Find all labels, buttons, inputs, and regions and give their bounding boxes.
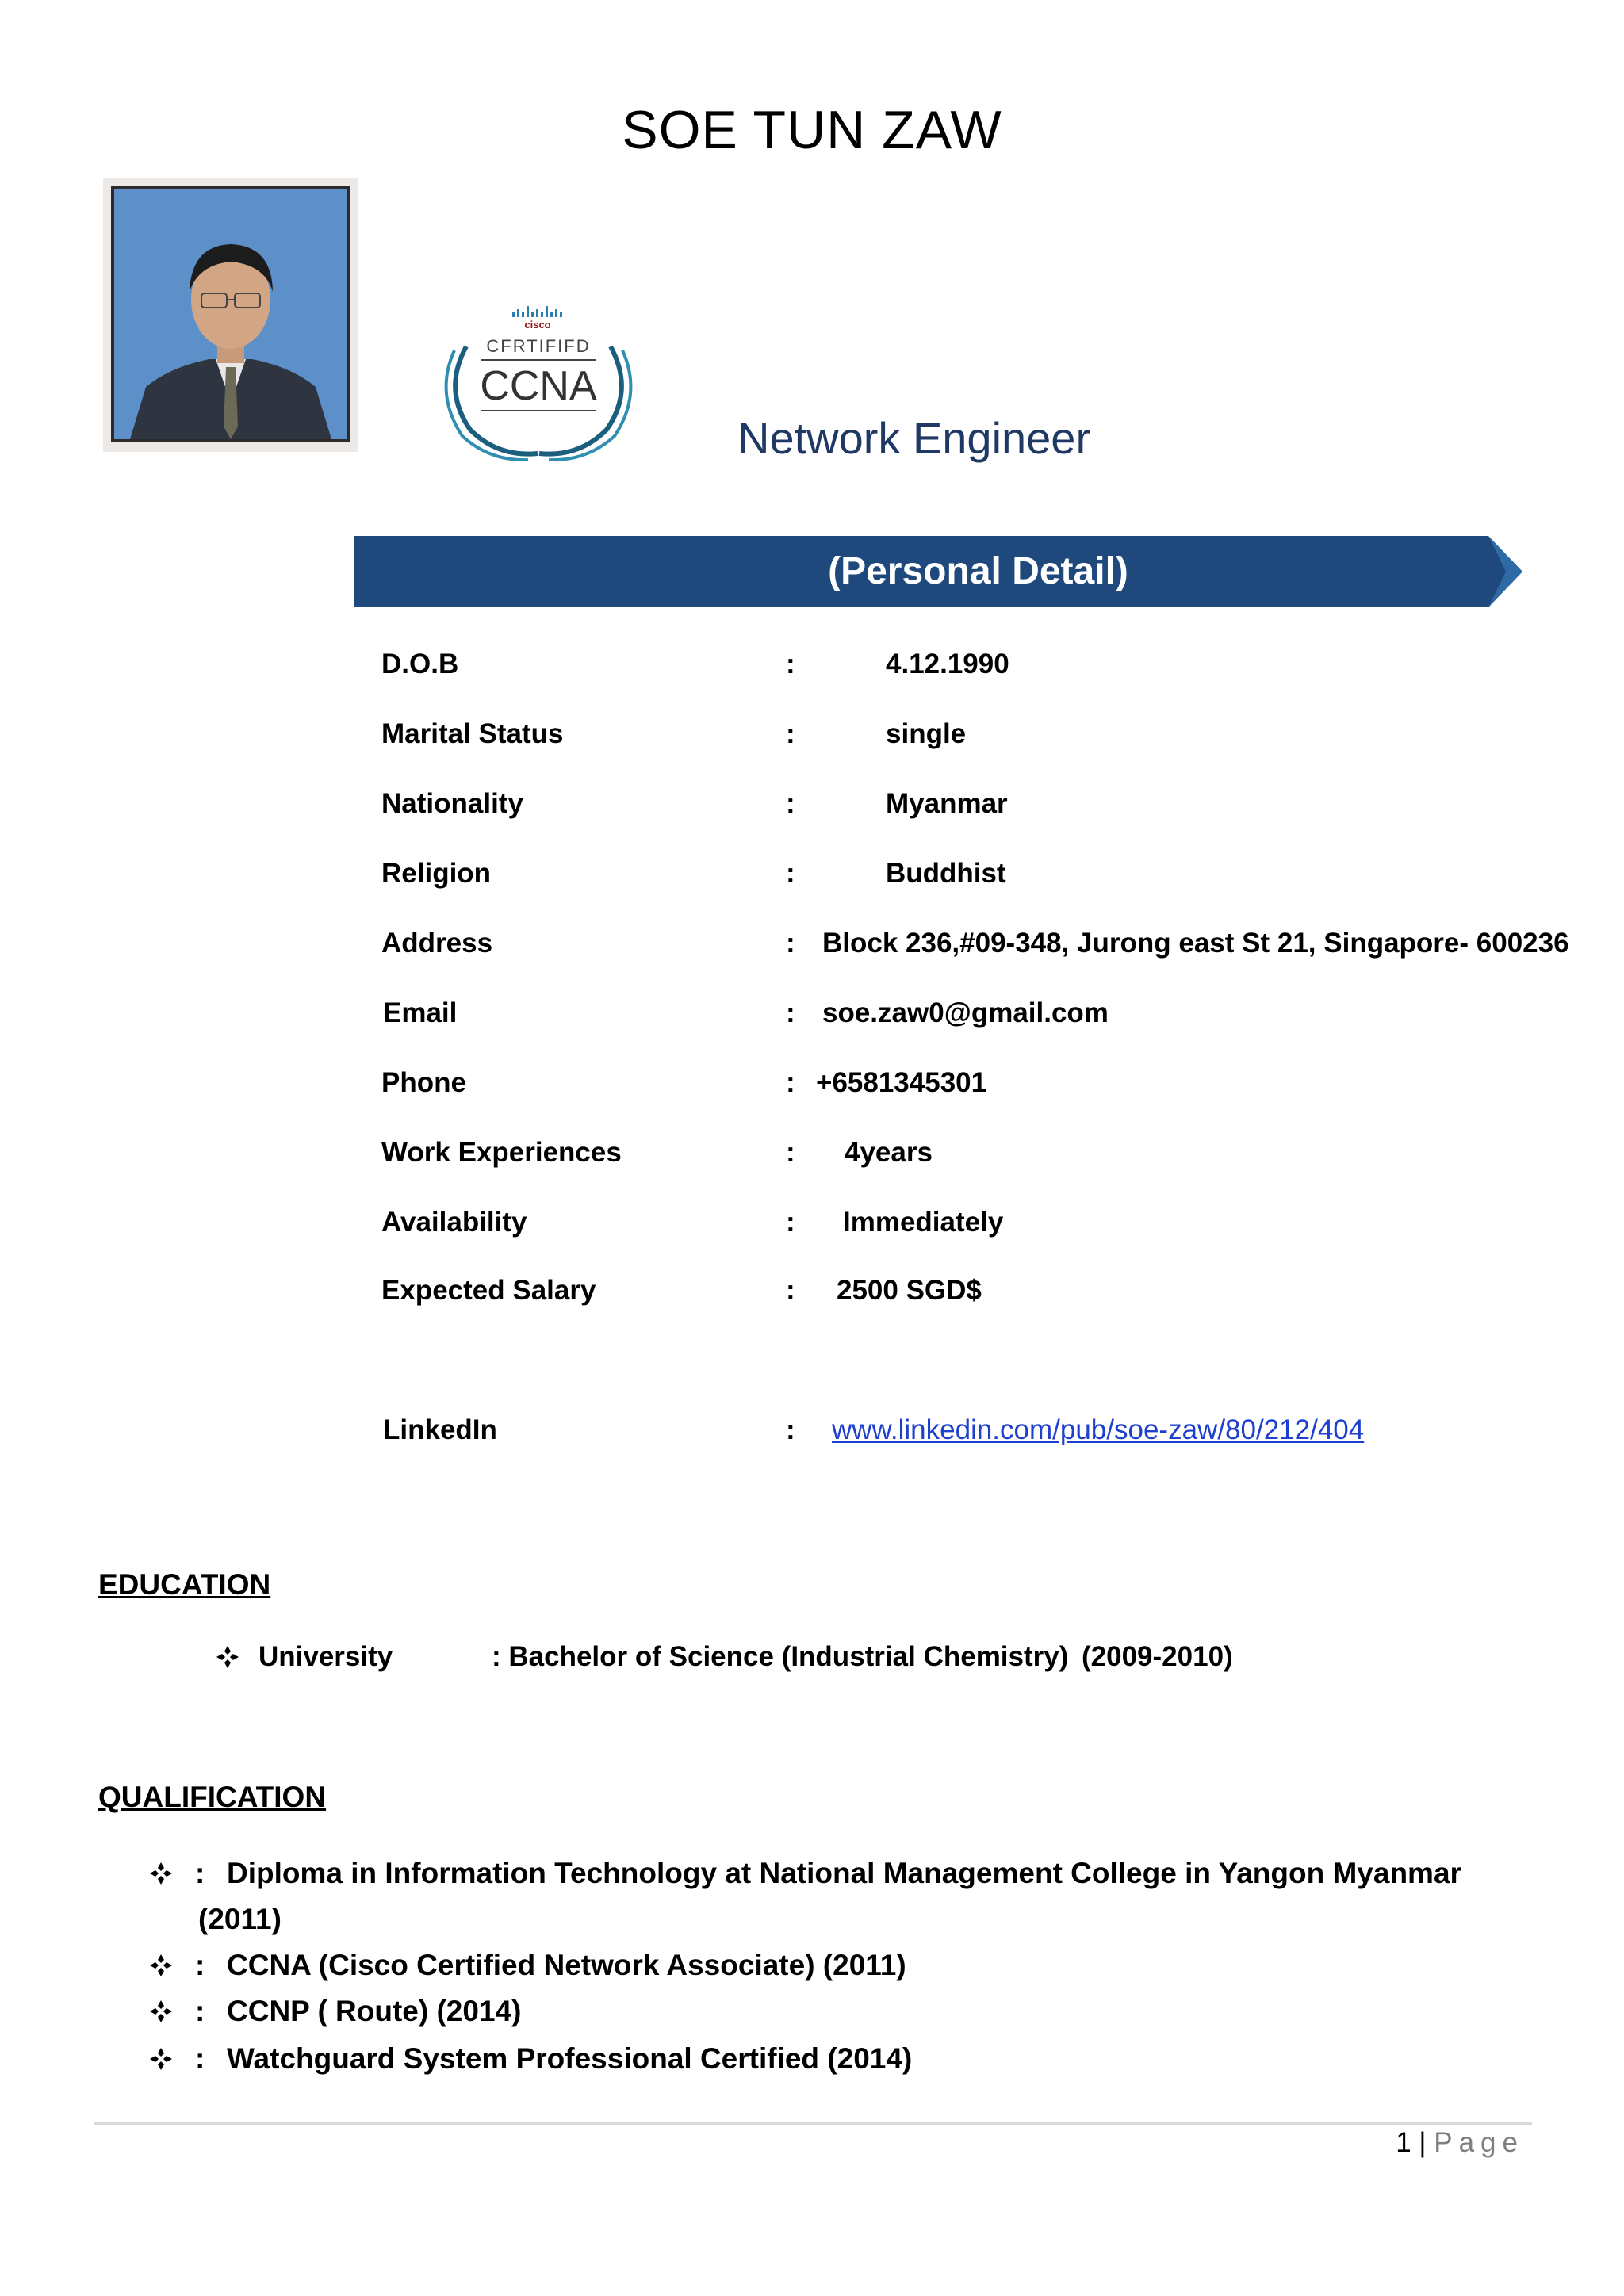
detail-colon: : [786,1414,795,1445]
education-years: (2009-2010) [1082,1641,1233,1672]
detail-label: D.O.B [381,649,459,679]
detail-value: Buddhist [886,858,1006,889]
detail-row-linkedin [381,1406,1571,1454]
page-label: Page [1434,2127,1524,2158]
detail-colon: : [786,997,795,1028]
detail-value: 4.12.1990 [886,649,1009,679]
detail-value: soe.zaw0@gmail.com [822,997,1109,1028]
resume-name: SOE TUN ZAW [622,100,1002,160]
detail-colon: : [786,718,795,749]
education-degree: : Bachelor of Science (Industrial Chemistry) [492,1641,1069,1672]
qualification-text: Watchguard System Professional Certified (2014) [227,2042,913,2075]
diamond-bullet-icon [216,1645,239,1669]
detail-value: single [886,718,967,749]
detail-value: Myanmar [886,788,1008,819]
detail-label: Work Experiences [381,1137,622,1168]
diamond-bullet-icon [149,1999,173,2023]
detail-label: LinkedIn [383,1414,497,1445]
detail-colon: : [786,928,795,959]
qualification-heading: QUALIFICATION [98,1781,327,1813]
personal-detail-heading: (Personal Detail) [828,550,1128,592]
qualification-item [147,2036,1496,2082]
detail-colon: : [786,1137,795,1168]
detail-label: Nationality [381,788,523,819]
qualification-item [147,1942,1496,1988]
detail-colon: : [786,1067,795,1098]
detail-value: Immediately [843,1207,1004,1238]
detail-colon: : [786,1275,795,1306]
detail-row-religion [381,850,1571,897]
detail-label: Address [381,928,493,959]
detail-row-phone [381,1059,1571,1107]
detail-row-availability [381,1199,1571,1246]
qualification-item [147,1850,1496,1942]
detail-value: 4years [845,1137,933,1168]
detail-row-marital-status [381,710,1571,758]
qualification-item [147,1988,1496,2034]
detail-colon: : [786,649,795,679]
detail-colon: : [786,1207,795,1238]
detail-row-work-experiences [381,1129,1571,1177]
detail-label: Marital Status [381,718,564,749]
education-item [216,1633,1405,1681]
detail-colon: : [786,788,795,819]
detail-row-email [381,989,1571,1037]
job-title: Network Engineer [737,413,1091,463]
qualification-colon: : [195,1995,205,2027]
detail-label: Phone [381,1067,466,1098]
svg-text:CCNA: CCNA [480,363,597,409]
detail-value: Block 236,#09-348, Jurong east St 21, Singapore- 600236 [822,928,1569,959]
detail-row-nationality [381,780,1571,828]
svg-text:cisco: cisco [524,319,551,331]
detail-colon: : [786,858,795,889]
qualification-colon: : [195,2042,205,2075]
person-portrait-icon [114,189,347,439]
page-footer [1348,2127,1524,2159]
detail-label: Availability [381,1207,527,1238]
detail-row-expected-salary [381,1267,1571,1314]
detail-label: Religion [381,858,492,889]
qualification-text: CCNA (Cisco Certified Network Associate) (2011) [227,1949,906,1981]
footer-divider [94,2122,1532,2125]
diamond-bullet-icon [149,1862,173,1885]
diamond-bullet-icon [149,2047,173,2071]
page-separator: | [1419,2127,1427,2158]
detail-label: Email [383,997,458,1028]
qualification-text: CCNP ( Route) (2014) [227,1995,522,2027]
detail-label: Expected Salary [381,1275,596,1306]
detail-row-address [381,920,1571,967]
diamond-bullet-icon [149,1954,173,1977]
qualification-text: Diploma in Information Technology at National Management College in Yangon Myanmar (2011) [198,1857,1461,1935]
education-heading: EDUCATION [98,1568,271,1601]
ccna-certified-logo [435,303,642,461]
qualification-colon: : [195,1857,205,1889]
page-number: 1 [1396,2127,1411,2158]
detail-value: +6581345301 [816,1067,987,1098]
qualification-colon: : [195,1949,205,1981]
svg-text:CFRTIFIFD: CFRTIFIFD [486,336,591,356]
education-label: University [259,1641,393,1672]
detail-row-dob [381,641,1571,688]
detail-value: 2500 SGD$ [837,1275,982,1306]
linkedin-link[interactable]: www.linkedin.com/pub/soe-zaw/80/212/404 [832,1414,1365,1445]
profile-photo [103,178,358,452]
